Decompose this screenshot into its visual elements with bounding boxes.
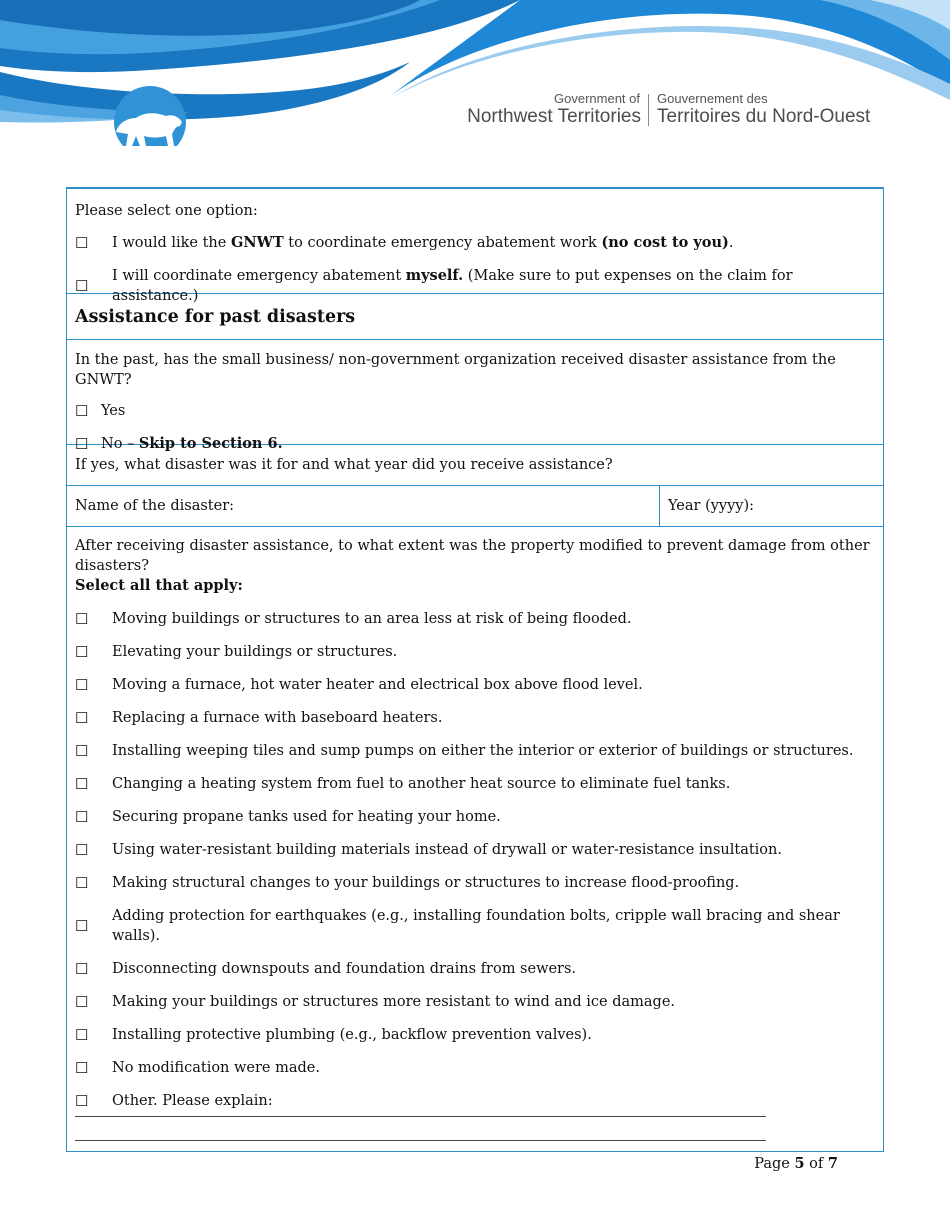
explain-line[interactable]	[75, 1139, 766, 1141]
modifications-section	[67, 527, 883, 1151]
if-yes-prompt: If yes, what disaster was it for and what year did you receive assistance?	[75, 457, 613, 473]
modifications-question: After receiving disaster assistance, to what extent was the property modified to prevent damage from other disasters?	[75, 538, 870, 574]
checkbox[interactable]: ☐	[75, 874, 89, 892]
year-label: Year (yyyy):	[668, 498, 755, 514]
checkbox[interactable]: ☐	[75, 1059, 89, 1077]
gov-en-big: Northwest Territories	[467, 106, 641, 127]
modifications-instruction: Select all that apply:	[75, 577, 243, 594]
checkbox[interactable]: ☐	[75, 1092, 89, 1110]
modification-option-label: Installing weeping tiles and sump pumps on either the interior or exterior of buildings or structures.	[112, 743, 854, 759]
modification-option[interactable]	[75, 1058, 875, 1078]
checkbox[interactable]: ☐	[75, 993, 89, 1011]
gov-fr-big: Territoires du Nord-Ouest	[657, 106, 871, 127]
modification-option-label: Making your buildings or structures more resistant to wind and ice damage.	[112, 994, 676, 1010]
modification-option[interactable]	[75, 840, 875, 860]
select-option-section	[67, 189, 883, 304]
disaster-name-label: Name of the disaster:	[75, 498, 235, 514]
modification-option[interactable]	[75, 992, 875, 1012]
select-option-prompt: Please select one option:	[75, 203, 258, 219]
section-heading: Assistance for past disasters	[75, 306, 356, 327]
modifications-list	[75, 609, 875, 1111]
modification-option-label: Securing propane tanks used for heating your home.	[112, 809, 501, 825]
checkbox[interactable]: ☐	[75, 435, 89, 453]
option-yes[interactable]	[75, 401, 875, 421]
modification-option[interactable]	[75, 708, 875, 728]
modification-option-label: Replacing a furnace with baseboard heaters.	[112, 710, 443, 726]
modification-option[interactable]	[75, 959, 875, 979]
option-no-label: No – Skip to Section 6.	[101, 435, 283, 452]
past-assistance-question-section	[67, 340, 883, 453]
modification-option[interactable]	[75, 873, 875, 893]
modification-option-label: Installing protective plumbing (e.g., backflow prevention valves).	[112, 1027, 592, 1043]
checkbox[interactable]: ☐	[75, 402, 89, 420]
modification-option[interactable]	[75, 774, 875, 794]
gov-fr-small: Gouvernement des	[657, 91, 768, 106]
modification-option[interactable]	[75, 1091, 875, 1111]
modification-option-label: Using water-resistant building materials instead of drywall or water-resistance insultation.	[112, 842, 782, 858]
checkbox[interactable]: ☐	[75, 709, 89, 727]
checkbox[interactable]: ☐	[75, 775, 89, 793]
modification-option-label: No modification were made.	[112, 1060, 320, 1076]
modification-option[interactable]	[75, 807, 875, 827]
checkbox[interactable]: ☐	[75, 234, 89, 252]
checkbox[interactable]: ☐	[75, 808, 89, 826]
checkbox[interactable]: ☐	[75, 917, 89, 935]
modification-option[interactable]	[75, 1025, 875, 1045]
explain-line[interactable]	[75, 1115, 766, 1117]
option-gnwt-label: I would like the GNWT to coordinate emergency abatement work (no cost to you).	[112, 234, 734, 251]
disaster-name-year-row	[67, 486, 883, 527]
past-assistance-question: In the past, has the small business/ non-government organization received disaster assistance from the GNWT?	[75, 352, 836, 388]
checkbox[interactable]: ☐	[75, 1026, 89, 1044]
modification-option[interactable]	[75, 642, 875, 662]
checkbox[interactable]: ☐	[75, 841, 89, 859]
gov-name-english	[458, 92, 641, 128]
modification-option[interactable]	[75, 741, 875, 761]
modification-option[interactable]	[75, 906, 875, 946]
disaster-name-field[interactable]	[67, 486, 660, 526]
modification-option-label: Elevating your buildings or structures.	[112, 644, 398, 660]
header-wave-graphic	[0, 0, 950, 160]
option-myself[interactable]	[75, 266, 875, 306]
modification-option-label: Moving a furnace, hot water heater and electrical box above flood level.	[112, 677, 643, 693]
option-myself-label: I will coordinate emergency abatement myself. (Make sure to put expenses on the claim for assistance.)	[112, 267, 793, 304]
modification-option-label: Other. Please explain:	[112, 1093, 273, 1109]
option-gnwt[interactable]	[75, 233, 875, 253]
modification-option-label: Moving buildings or structures to an area less at risk of being flooded.	[112, 611, 632, 627]
checkbox[interactable]: ☐	[75, 960, 89, 978]
checkbox[interactable]: ☐	[75, 676, 89, 694]
modification-option-label: Disconnecting downspouts and foundation drains from sewers.	[112, 961, 577, 977]
modification-option-label: Adding protection for earthquakes (e.g., installing foundation bolts, cripple wall bracing and shear walls).	[112, 908, 840, 944]
year-field[interactable]	[660, 486, 762, 526]
modification-option-label: Changing a heating system from fuel to another heat source to eliminate fuel tanks.	[112, 776, 731, 792]
checkbox[interactable]: ☐	[75, 742, 89, 760]
modification-option-label: Making structural changes to your buildings or structures to increase flood-proofing.	[112, 875, 740, 891]
gov-en-small: Government of	[554, 91, 640, 106]
page-header	[0, 0, 950, 160]
checkbox[interactable]: ☐	[75, 610, 89, 628]
modification-option[interactable]	[75, 675, 875, 695]
gov-name-french	[657, 92, 870, 128]
page-number: Page 5 of 7	[754, 1155, 838, 1172]
checkbox[interactable]: ☐	[75, 643, 89, 661]
modification-option[interactable]	[75, 609, 875, 629]
checkbox[interactable]: ☐	[75, 277, 89, 295]
option-yes-label: Yes	[101, 403, 126, 419]
gov-divider	[648, 94, 649, 126]
form-table	[66, 187, 884, 1152]
